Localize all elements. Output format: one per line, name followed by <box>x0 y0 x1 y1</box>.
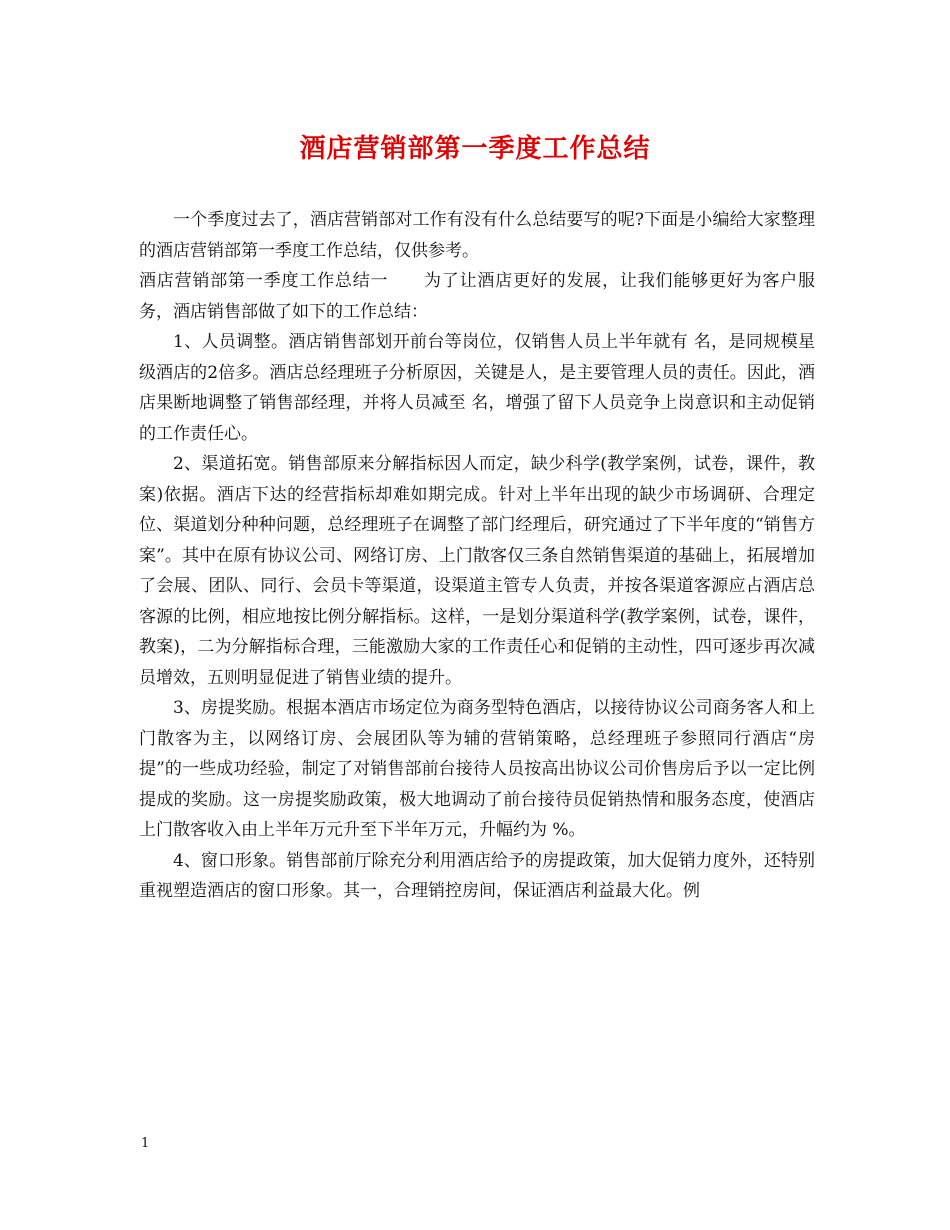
document-body <box>139 205 815 907</box>
section-room-commission: 3、房提奖励。根据本酒店市场定位为商务型特色酒店，以接待协议公司商务客人和上门散客为主，以网络订房、会展团队等为辅的营销策略，总经理班子参照同行酒店“房提”的一些成功经验，制定了对销售部前台接待人员按高出协议公司价售房后予以一定比例提成的奖励。这一房提奖励政策，极大地调动了前台接待员促销热情和服务态度，使酒店上门散客收入由上半年万元升至下半年万元，升幅约为 %。 <box>139 698 815 840</box>
section-window-image: 4、窗口形象。销售部前厅除充分利用酒店给予的房提政策，加大促销力度外，还特别重视塑造酒店的窗口形象。其一，合理销控房间，保证酒店利益最大化。例 <box>139 850 815 901</box>
page-number: 1 <box>141 1136 150 1151</box>
intro-paragraph: 一个季度过去了，酒店营销部对工作有没有什么总结要写的呢?下面是小编给大家整理的酒店营销部第一季度工作总结，仅供参考。 <box>139 210 815 261</box>
document-title: 酒店营销部第一季度工作总结 <box>299 134 651 164</box>
section-staff-adjustment: 1、人员调整。酒店销售部划开前台等岗位，仅销售人员上半年就有 名，是同规模星级酒店的2倍多。酒店总经理班子分析原因，关键是人，是主要管理人员的责任。因此，酒店果断地调整了销售部经理，并将人员减至 名，增强了留下人员竞争上岗意识和主动促销的工作责任心。 <box>139 332 815 444</box>
summary-heading-paragraph: 酒店营销部第一季度工作总结一 为了让酒店更好的发展，让我们能够更好为客户服务，酒店销售部做了如下的工作总结： <box>139 271 815 322</box>
section-channel-expansion: 2、渠道拓宽。销售部原来分解指标因人而定，缺少科学(教学案例，试卷，课件，教案)依据。酒店下达的经营指标却难如期完成。针对上半年出现的缺少市场调研、合理定位、渠道划分种种问题，总经理班子在调整了部门经理后，研究通过了下半年度的“销售方案”。其中在原有协议公司、网络订房、上门散客仅三条自然销售渠道的基础上，拓展增加了会展、团队、同行、会员卡等渠道，设渠道主管专人负责，并按各渠道客源应占酒店总客源的比例，相应地按比例分解指标。这样，一是划分渠道科学(教学案例，试卷，课件，教案)，二为分解指标合理，三能激励大家的工作责任心和促销的主动性，四可逐步再次减员增效，五则明显促进了销售业绩的提升。 <box>139 454 815 688</box>
